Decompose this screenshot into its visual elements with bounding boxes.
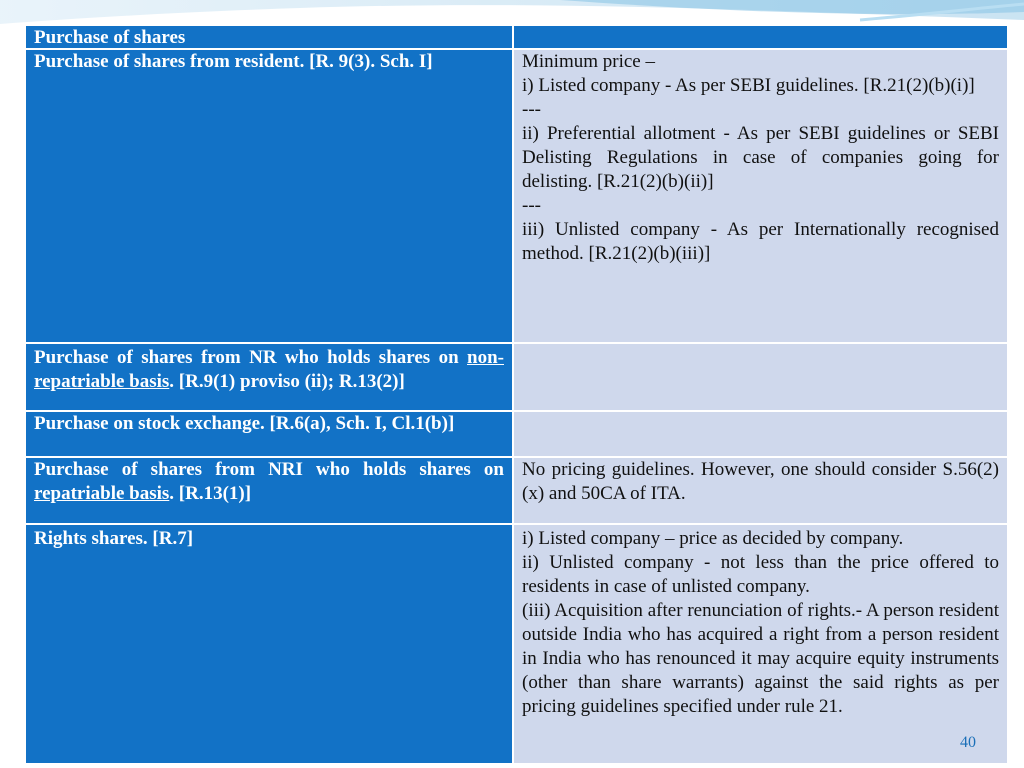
row-1-right-line-3: ii) Preferential allotment - As per SEBI guidelines or SEBI Delisting Regulations in case of companies going for delisting. [R.21(2)(b)(ii)] [522,123,999,192]
row-5-label: Rights shares. [R.7] [34,528,194,549]
table-row-0-right [513,25,1008,49]
row-2-label-underlined: non-repatriable basis [34,347,504,392]
row-1-right-line-0: Minimum price – [522,51,655,72]
row-4-right-line-0: No pricing guidelines. However, one should consider S.56(2)(x) and 50CA of ITA. [522,459,999,504]
row-1-right-line-4: --- [522,195,541,216]
page-number: 40 [960,734,976,751]
row-1-right-line-1: i) Listed company - As per SEBI guidelines. [R.21(2)(b)(i)] [522,75,975,96]
table-row-5-right [513,524,1008,764]
share-purchase-pricing-table [25,25,1008,765]
table-row-4-right [513,457,1008,524]
row-4-label-prefix: Purchase of shares from NRI who holds shares on [34,459,504,480]
table-row-0-left [25,25,513,49]
row-2-label-suffix: . [R.9(1) proviso (ii); R.13(2)] [169,371,405,392]
row-1-right-line-2: --- [522,99,541,120]
table-row-3-right [513,411,1008,457]
row-1-right-line-5: iii) Unlisted company - As per Internationally recognised method. [R.21(2)(b)(iii)] [522,219,999,264]
table-row-1-right [513,49,1008,343]
row-5-right-line-2: (iii) Acquisition after renunciation of rights.- A person resident outside India who has acquired a right from a person resident in India who has renounced it may acquire equity instruments (other than share warrants) against the said rights as per pricing guidelines specified under rule 21. [522,600,999,717]
row-3-label: Purchase on stock exchange. [R.6(a), Sch. I, Cl.1(b)] [34,413,455,434]
table-row-3-left [25,411,513,457]
row-4-label-suffix: . [R.13(1)] [169,483,252,504]
row-1-label: Purchase of shares from resident. [R. 9(3). Sch. I] [34,51,433,72]
row-0-label: Purchase of shares [34,27,186,48]
table-row-2-left [25,343,513,411]
row-5-right-line-1: ii) Unlisted company - not less than the price offered to residents in case of unlisted company. [522,552,999,597]
table-row-1-left [25,49,513,343]
table-row-4-left [25,457,513,524]
row-4-label-underlined: repatriable basis [34,483,170,504]
table-row-5-left [25,524,513,764]
row-2-label-prefix: Purchase of shares from NR who holds shares on [34,347,468,368]
row-5-right-line-0: i) Listed company – price as decided by company. [522,528,904,549]
table-row-2-right [513,343,1008,411]
